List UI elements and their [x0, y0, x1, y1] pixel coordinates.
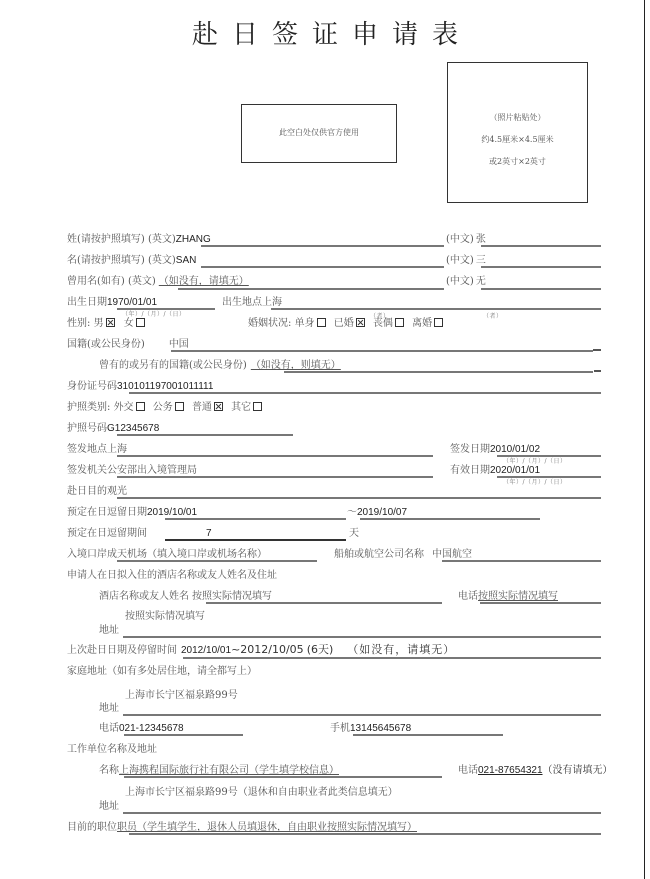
hotel-address-field[interactable]: 按照实际情况填写 — [125, 611, 205, 622]
work-section-row — [67, 743, 157, 757]
home-address-label: 地址 — [99, 703, 119, 714]
id-label: 身份证号码 — [67, 381, 117, 392]
work-name-field[interactable]: 上海携程国际旅行社有限公司（学生填学校信息） — [119, 765, 339, 776]
hotel-name-field[interactable]: 按照实际情况填写 — [192, 591, 272, 602]
stay-length-underline — [165, 539, 346, 541]
nationality-field[interactable]: 中国 — [168, 339, 189, 350]
hotel-address-underline — [123, 636, 601, 638]
work-name-label: 名称 — [99, 765, 119, 776]
entry-port-underline — [117, 560, 317, 562]
issue-date-hint: （年）/（月）/（日） — [503, 458, 567, 465]
passport-number-underline — [117, 434, 293, 436]
last-visit-underline — [183, 657, 601, 659]
surname-cn-underline — [481, 245, 601, 247]
nationality-underline — [171, 350, 593, 352]
sex-female-label: 女 — [123, 318, 134, 329]
stay-from-field[interactable]: 2019/10/01 — [147, 507, 198, 518]
nationality-label: 国籍(或公民身份) — [67, 339, 145, 350]
last-visit-days: (6天) — [306, 643, 334, 656]
given-name-row — [67, 254, 196, 268]
marital-widowed-checkbox[interactable] — [395, 318, 404, 327]
stay-dates-sep: ～ — [347, 507, 357, 518]
marital-widowed-label: 丧偶 — [372, 318, 393, 329]
issue-date-label: 签发日期 — [450, 444, 490, 455]
stay-to-field[interactable]: 2019/10/07 — [357, 507, 408, 518]
given-name-en-field[interactable]: SAN — [175, 255, 197, 266]
former-name-cn-underline — [481, 288, 601, 290]
photo-box — [447, 62, 588, 203]
former-name-label: 曾用名(如有) (英文) — [67, 276, 156, 287]
issue-authority-field[interactable]: 公安部出入境管理局 — [107, 465, 197, 476]
stay-length-field[interactable]: 7 — [206, 528, 212, 539]
carrier-underline — [442, 560, 601, 562]
sex-male-label: 男 — [93, 318, 104, 329]
passport-diplomatic-label: 外交 — [113, 402, 134, 413]
stay-length-label: 预定在日逗留期间 — [67, 528, 147, 539]
work-phone-note: （没有请填无） — [542, 765, 613, 776]
home-mobile-underline — [353, 734, 503, 736]
issue-date-field[interactable]: 2010/01/02 — [490, 444, 541, 455]
carrier-field[interactable]: 中国航空 — [432, 549, 472, 560]
marital-married-checkbox[interactable] — [356, 318, 365, 327]
passport-other-label: 其它 — [231, 402, 252, 413]
former-name-cn-row — [446, 275, 486, 289]
hotel-address-label: 地址 — [99, 625, 119, 636]
form-title: 赴日签证申请表 — [191, 20, 472, 50]
issue-authority-underline — [117, 476, 433, 478]
passport-number-field[interactable]: G12345678 — [107, 423, 160, 434]
former-name-row — [67, 275, 249, 289]
marital-divorced-label: 离婚 — [412, 318, 433, 329]
last-visit-sep: ~ — [231, 643, 241, 656]
given-name-cn-row — [446, 254, 486, 268]
id-field[interactable]: 310101197001011111 — [117, 381, 214, 392]
stay-from-underline — [165, 518, 346, 520]
expiry-date-field[interactable]: 2020/01/01 — [490, 465, 541, 476]
birth-date-hint: （年）/（月）/（日） — [122, 311, 186, 318]
work-address-field[interactable]: 上海市长宁区福泉路99号（退休和自由职业者此类信息填无） — [125, 787, 398, 798]
hotel-section-row — [67, 569, 277, 583]
surname-cn-field[interactable]: 张 — [475, 234, 486, 245]
birth-place-label: 出生地点 — [222, 297, 262, 308]
former-nationality-underline — [284, 371, 593, 373]
hotel-section-label: 申请人在日拟入住的酒店名称或友人姓名及住址 — [67, 570, 277, 581]
home-section-row — [67, 665, 257, 679]
page-border — [644, 0, 645, 879]
birth-date-field[interactable]: 1970/01/01 — [107, 297, 158, 308]
sex-row — [67, 317, 147, 331]
given-name-cn-label: (中文) — [446, 255, 474, 266]
work-section-label: 工作单位名称及地址 — [67, 744, 157, 755]
issue-authority-label: 签发机关 — [67, 465, 107, 476]
work-address-underline — [123, 812, 601, 814]
home-phone-underline — [124, 734, 243, 736]
stay-length-unit: 天 — [349, 528, 359, 539]
work-phone-field[interactable]: 021-87654321 — [478, 765, 543, 776]
issue-place-underline — [117, 455, 433, 457]
official-use-box — [241, 104, 397, 163]
marital-row — [248, 317, 445, 331]
entry-port-field[interactable]: 成天机场（填入境口岸或机场名称） — [107, 549, 267, 560]
nationality-mark — [593, 349, 601, 351]
birth-place-underline — [271, 308, 601, 310]
home-phone-label: 电话 — [99, 723, 119, 734]
sex-label: 性别: — [67, 318, 91, 329]
id-underline — [129, 392, 601, 394]
surname-label: 姓(请按护照填写) (英文) — [67, 234, 176, 245]
former-name-en-underline — [178, 288, 444, 290]
former-nationality-label: 曾有的或另有的国籍(或公民身份) — [99, 360, 247, 371]
former-name-en-field[interactable]: （如没有，请填无） — [158, 276, 249, 287]
passport-number-label: 护照号码 — [67, 423, 107, 434]
expiry-date-label: 有效日期 — [450, 465, 490, 476]
home-phone-field[interactable]: 021-12345678 — [119, 723, 184, 734]
last-visit-note: （如没有，请填无） — [347, 643, 456, 656]
issue-place-label: 签发地点 — [67, 444, 107, 455]
divorced-note: （者） — [483, 313, 503, 320]
given-name-cn-field[interactable]: 三 — [475, 255, 486, 266]
purpose-field[interactable]: 观光 — [107, 486, 127, 497]
official-use-text: 此空白处仅供官方使用 — [279, 128, 359, 137]
surname-en-underline — [201, 245, 444, 247]
last-visit-label-text: 上次赴日日期及停留时间 — [67, 645, 177, 656]
surname-cn-row — [446, 233, 486, 247]
former-name-cn-field[interactable]: 无 — [475, 276, 486, 287]
last-visit-label-wrap — [67, 643, 455, 657]
marital-divorced-checkbox[interactable] — [434, 318, 443, 327]
work-phone-label: 电话 — [458, 765, 478, 776]
work-name-underline — [124, 776, 442, 778]
passport-type-row — [67, 401, 264, 415]
stay-to-underline — [360, 518, 540, 520]
work-address-label: 地址 — [99, 801, 119, 812]
married-note: （者） — [370, 313, 390, 320]
position-label: 目前的职位 — [67, 822, 117, 833]
given-name-label: 名(请按护照填写) (英文) — [67, 255, 176, 266]
home-address-underline — [123, 714, 601, 716]
home-mobile-field[interactable]: 13145645678 — [350, 723, 412, 734]
marital-label: 婚姻状况: — [248, 318, 292, 329]
passport-diplomatic-checkbox[interactable] — [136, 402, 145, 411]
expiry-date-hint: （年）/（月）/（日） — [503, 479, 567, 486]
marital-married-label: 已婚 — [333, 318, 354, 329]
passport-other-checkbox[interactable] — [253, 402, 262, 411]
former-nationality-field[interactable]: （如没有，则填无） — [250, 360, 341, 371]
former-name-cn-label: (中文) — [446, 276, 474, 287]
surname-en-field[interactable]: ZHANG — [175, 234, 211, 245]
home-address-field[interactable]: 上海市长宁区福泉路99号 — [125, 690, 238, 701]
surname-row — [67, 233, 211, 247]
marital-single-label: 单身 — [294, 318, 315, 329]
marital-single-checkbox[interactable] — [317, 318, 326, 327]
given-name-en-underline — [201, 266, 444, 268]
birth-date-label: 出生日期 — [67, 297, 107, 308]
stay-dates-label: 预定在日逗留日期 — [67, 507, 147, 518]
hotel-phone-label: 电话 — [458, 591, 478, 602]
purpose-underline — [117, 497, 601, 499]
birth-place-field[interactable]: 上海 — [262, 297, 282, 308]
sex-female-checkbox[interactable] — [136, 318, 145, 327]
photo-box-title: （照片粘贴处） — [489, 113, 546, 122]
passport-type-label: 护照类别: — [67, 402, 111, 413]
passport-official-checkbox[interactable] — [175, 402, 184, 411]
passport-official-label: 公务 — [152, 402, 173, 413]
work-phone-row — [458, 764, 613, 778]
home-section-label: 家庭地址（如有多处居住地，请全都写上） — [67, 666, 257, 677]
sex-male-checkbox[interactable] — [106, 318, 115, 327]
passport-ordinary-label: 普通 — [191, 402, 212, 413]
hotel-name-label: 酒店名称或友人姓名 — [99, 591, 189, 602]
former-nationality-mark — [594, 370, 601, 372]
purpose-label: 赴日目的 — [67, 486, 107, 497]
stay-length-row — [67, 527, 147, 541]
hotel-phone-field[interactable]: 按照实际情况填写 — [478, 591, 558, 602]
photo-box-size-cm: 约4.5厘米×4.5厘米 — [481, 135, 554, 144]
last-visit-from-field[interactable]: 2012/10/01 — [181, 645, 232, 656]
passport-ordinary-checkbox[interactable] — [214, 402, 223, 411]
issue-place-field[interactable]: 上海 — [107, 444, 127, 455]
photo-box-size-in: 或2英寸×2英寸 — [489, 157, 546, 166]
home-mobile-label: 手机 — [330, 723, 350, 734]
entry-port-label: 入境口岸 — [67, 549, 107, 560]
hotel-name-underline — [206, 602, 442, 604]
carrier-label: 船舶或航空公司名称 — [334, 549, 424, 560]
hotel-phone-underline — [480, 602, 601, 604]
position-field[interactable]: 职员（学生填学生，退休人员填退休，自由职业按照实际情况填写） — [117, 822, 417, 833]
surname-cn-label: (中文) — [446, 234, 474, 245]
position-underline — [129, 833, 601, 835]
last-visit-to-field[interactable]: 2012/10/05 — [240, 643, 304, 656]
given-name-cn-underline — [481, 266, 601, 268]
